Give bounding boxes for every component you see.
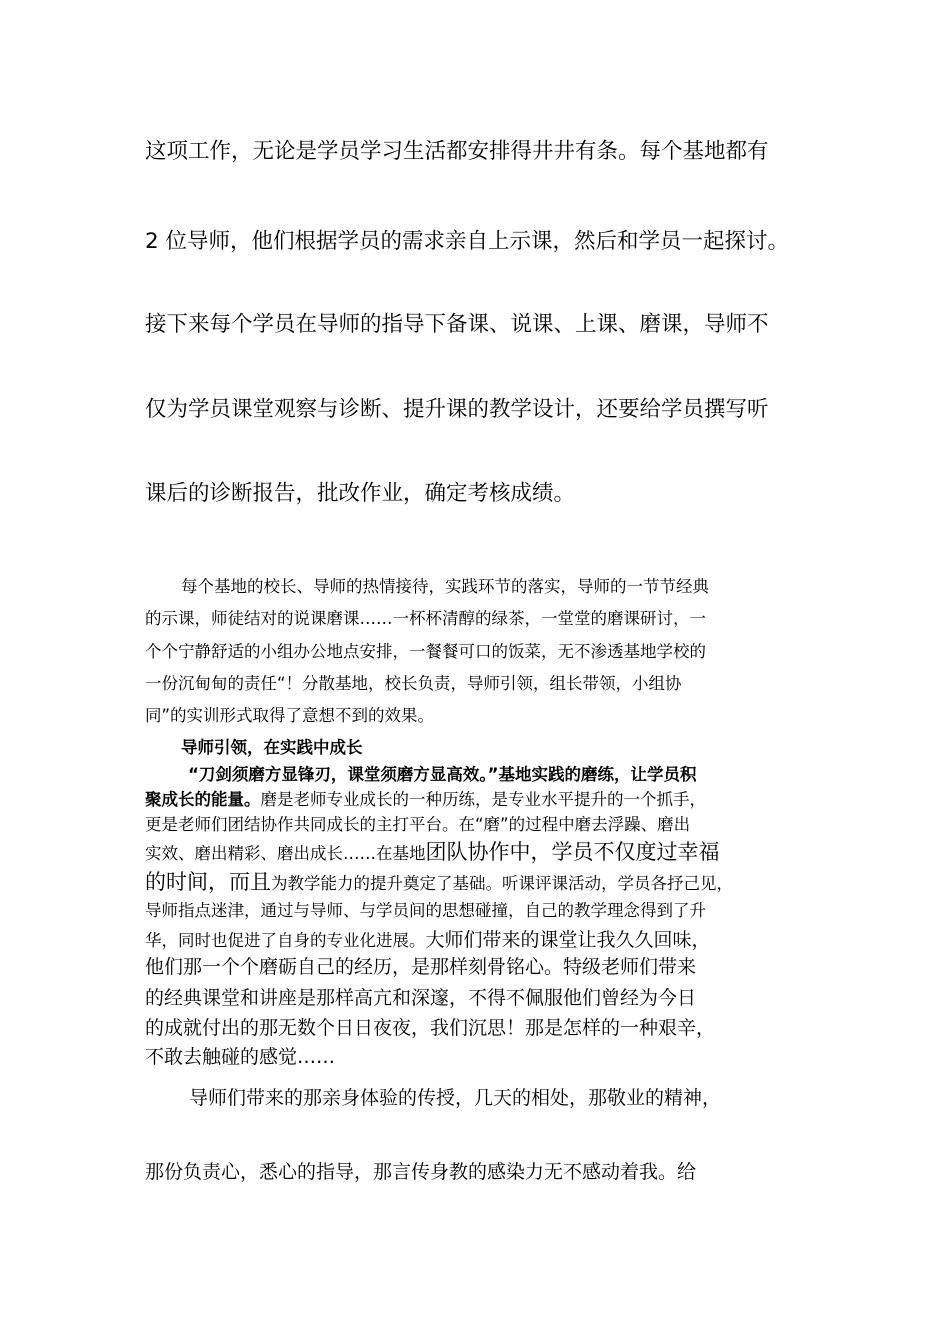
text-line: 他们那一个个磨砺自己的经历，是那样刻骨铭心。特级老师们带来 [145, 956, 697, 978]
text-span: 磨是老师专业成长的一种历练，是专业水平提升的一个抓手， [260, 790, 706, 809]
text-span-large: 的时间，而且 [145, 870, 271, 894]
text-span-large: 大师们带来的课堂让我久久回味， [425, 929, 711, 951]
text-line: 导师们带来的那亲身体验的传授，几天的相处，那敬业的精神， [189, 1087, 722, 1109]
text-span: 为教学能力的提升奠定了基础。听课评课活动，学员各抒己见， [271, 874, 733, 893]
text-line [145, 925, 711, 952]
text-line: 的成就付出的那无数个日日夜夜，我们沉思！那是怎样的一种艰辛， [145, 1017, 716, 1039]
text-span: 实效、磨出精彩、磨出成长……在基地 [145, 844, 426, 863]
text-line: 仅为学员课堂观察与诊断、提升课的教学设计，还要给学员撰写听 [145, 397, 769, 422]
text-line: 每个基地的校长、导师的热情接待，实践环节的落实，导师的一节节经典 [181, 577, 709, 596]
text-line: 2 位导师，他们根据学员的需求亲自上示课，然后和学员一起探讨。 [145, 229, 790, 254]
text-line: 接下来每个学员在导师的指导下备课、说课、上课、磨课，导师不 [145, 312, 769, 337]
text-line: 不敢去触碰的感觉…… [145, 1046, 336, 1068]
text-line: 的经典课堂和讲座是那样高亢和深邃，不得不佩服他们曾经为今日 [145, 987, 697, 1009]
text-span-large: 团队协作中，学员不仅度过幸福 [425, 840, 720, 864]
text-line: 个个宁静舒适的小组办公地点安排，一餐餐可口的饭菜，无不渗透基地学校的 [145, 642, 706, 661]
text-line: 这项工作，无论是学员学习生活都安排得井井有条。每个基地都有 [145, 139, 769, 164]
text-line: 更是老师们团结协作共同成长的主打平台。在“磨”的过程中磨去浮躁、磨出 [145, 815, 691, 834]
text-line-bold: “刀剑须磨方显锋刃，课堂须磨方显高效。”基地实践的磨练，让学员积 [188, 765, 697, 784]
text-line [145, 786, 706, 810]
text-line: 导师指点迷津，通过与导师、与学员间的思想碰撞，自己的教学理念得到了升 [145, 901, 706, 920]
text-line: 的示课，师徒结对的说课磨课……一杯杯清醇的绿茶，一堂堂的磨课研讨，一 [145, 609, 706, 628]
section-heading: 导师引领，在实践中成长 [181, 738, 363, 757]
text-bold-span: 聚成长的能量。 [145, 790, 261, 809]
text-line [145, 866, 733, 896]
text-line: 课后的诊断报告，批改作业，确定考核成绩。 [145, 481, 576, 506]
text-line [145, 836, 720, 866]
text-line: 那份负责心，悉心的指导，那言传身教的感染力无不感动着我。给 [145, 1161, 697, 1183]
text-line: 同”的实训形式取得了意想不到的效果。 [145, 706, 435, 725]
text-line: 一份沉甸甸的责任“！分散基地，校长负责，导师引领，组长带领，小组协 [145, 674, 682, 693]
text-span: 华，同时也促进了自身的专业化进展。 [145, 931, 426, 950]
